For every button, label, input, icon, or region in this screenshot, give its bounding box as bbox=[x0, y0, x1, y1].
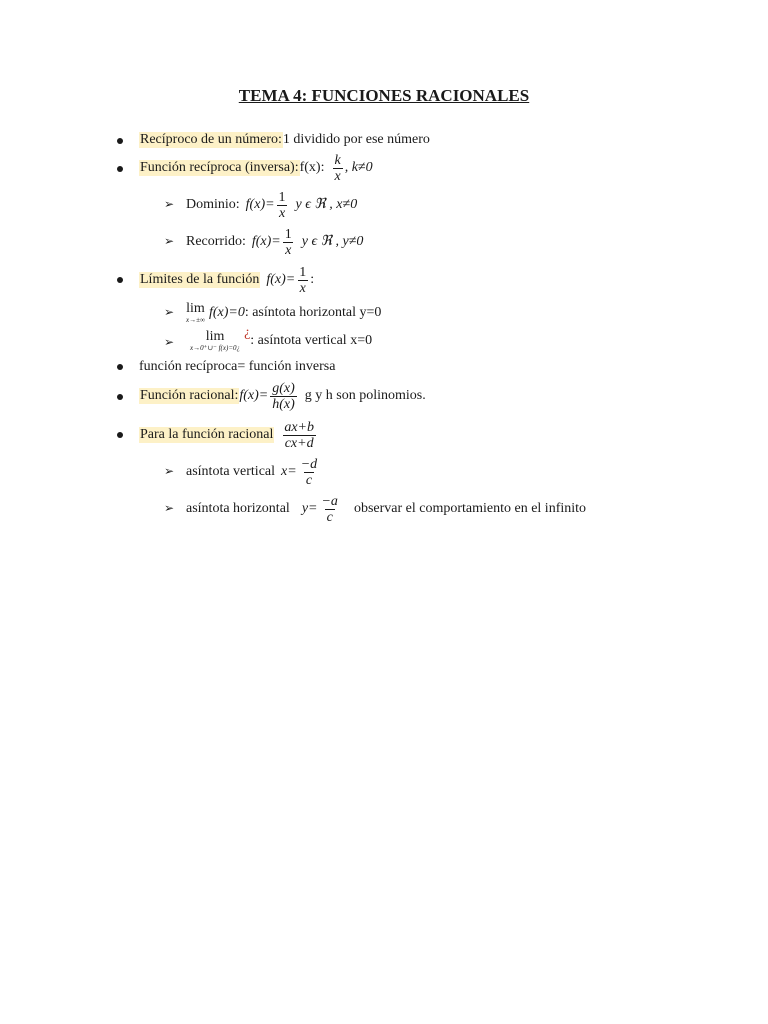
item-funcion-reciproca bbox=[139, 152, 373, 184]
limit-subscript: x→±∞ bbox=[186, 316, 205, 324]
fraction-denominator: x bbox=[334, 168, 341, 184]
fraction bbox=[277, 190, 288, 221]
fraction-denominator: cx+d bbox=[284, 435, 314, 451]
limit-subscript: x→0⁺∪⁻ f(x)=0¿ bbox=[190, 344, 241, 352]
limit-operator bbox=[186, 302, 205, 324]
fraction-denominator: x bbox=[278, 205, 286, 221]
fraction-numerator: 1 bbox=[278, 189, 286, 205]
bullet-icon bbox=[117, 277, 123, 283]
item-text: observar el comportamiento en el infinito bbox=[353, 501, 587, 516]
fraction-numerator: 1 bbox=[284, 226, 292, 242]
arrow-bullet-icon: ➢ bbox=[164, 335, 175, 349]
limit-op: lim bbox=[205, 329, 225, 344]
arrow-bullet-icon: ➢ bbox=[164, 234, 175, 248]
fraction-numerator: −d bbox=[300, 456, 318, 472]
highlight-label: Recíproco de un número: bbox=[140, 132, 282, 147]
fraction-numerator: ax+b bbox=[284, 419, 314, 435]
bullet-icon bbox=[117, 394, 123, 400]
fraction-denominator: c bbox=[305, 472, 313, 488]
condition: y ϵ ℜ , x≠0 bbox=[295, 197, 358, 212]
item-text: 1 dividido por ese número bbox=[282, 132, 430, 147]
math-lhs: f(x)= bbox=[251, 234, 281, 249]
limit-operator bbox=[190, 330, 240, 352]
item-reciproco bbox=[139, 132, 430, 148]
page-title: TEMA 4: FUNCIONES RACIONALES bbox=[238, 86, 530, 105]
fraction-numerator: g(x) bbox=[272, 380, 295, 396]
fraction-numerator: k bbox=[334, 152, 341, 168]
fraction bbox=[297, 265, 308, 296]
math-lhs: f(x)= bbox=[245, 197, 275, 212]
fraction-denominator: c bbox=[326, 509, 333, 525]
math-lhs: y= bbox=[301, 501, 318, 516]
fraction-numerator: −a bbox=[321, 493, 338, 509]
item-text: : asíntota horizontal y=0 bbox=[244, 305, 382, 320]
item-text: g y h son polinomios. bbox=[304, 388, 426, 403]
item-lim-vertical bbox=[190, 325, 373, 354]
math-expr: f(x)=0 bbox=[208, 305, 245, 320]
arrow-bullet-icon: ➢ bbox=[164, 464, 175, 478]
math-lhs: f(x)= bbox=[266, 272, 296, 287]
arrow-bullet-icon: ➢ bbox=[164, 305, 175, 319]
item-text: f(x): bbox=[299, 160, 325, 175]
arrow-bullet-icon: ➢ bbox=[164, 197, 175, 211]
highlight-label: Función recíproca (inversa): bbox=[140, 160, 299, 175]
item-label: Dominio: bbox=[186, 197, 240, 212]
highlight-label: Límites de la función bbox=[140, 272, 260, 287]
item-limites bbox=[139, 264, 314, 296]
fraction bbox=[282, 420, 316, 451]
bullet-icon bbox=[117, 364, 123, 370]
item-recorrido bbox=[186, 226, 363, 258]
colon: : bbox=[310, 272, 315, 287]
highlight-label: Para la función racional bbox=[140, 427, 274, 442]
fraction-denominator: h(x) bbox=[272, 396, 295, 412]
item-funcion-racional bbox=[139, 380, 426, 412]
fraction-numerator: 1 bbox=[299, 264, 307, 280]
inverted-question-glyph: ¿ bbox=[244, 325, 251, 340]
item-asintota-vertical bbox=[186, 456, 321, 488]
fraction bbox=[333, 153, 343, 184]
item-dominio bbox=[186, 189, 357, 221]
item-label: asíntota horizontal bbox=[186, 501, 290, 516]
bullet-icon bbox=[117, 166, 123, 172]
item-text: : asíntota vertical x=0 bbox=[250, 333, 373, 348]
condition: , k≠0 bbox=[344, 160, 373, 175]
bullet-icon bbox=[117, 432, 123, 438]
condition: y ϵ ℜ , y≠0 bbox=[301, 234, 364, 249]
item-text: función recíproca= función inversa bbox=[139, 359, 336, 374]
item-label: Recorrido: bbox=[186, 234, 246, 249]
item-para-racional bbox=[139, 419, 318, 451]
fraction bbox=[270, 381, 297, 412]
fraction-denominator: x bbox=[299, 280, 306, 296]
arrow-bullet-icon: ➢ bbox=[164, 501, 175, 515]
limit-op: lim bbox=[186, 301, 205, 316]
math-lhs: x= bbox=[281, 464, 297, 479]
fraction-denominator: x bbox=[285, 242, 292, 258]
fraction bbox=[319, 494, 339, 525]
item-asintota-horizontal bbox=[186, 493, 586, 525]
fraction bbox=[283, 227, 294, 258]
item-lim-horizontal bbox=[186, 301, 381, 325]
item-label: asíntota vertical bbox=[186, 464, 276, 479]
math-lhs: f(x)= bbox=[239, 388, 269, 403]
highlight-label: Función racional: bbox=[140, 388, 239, 403]
item-reciproca-inversa bbox=[139, 359, 335, 375]
fraction bbox=[299, 457, 319, 488]
bullet-icon bbox=[117, 138, 123, 144]
